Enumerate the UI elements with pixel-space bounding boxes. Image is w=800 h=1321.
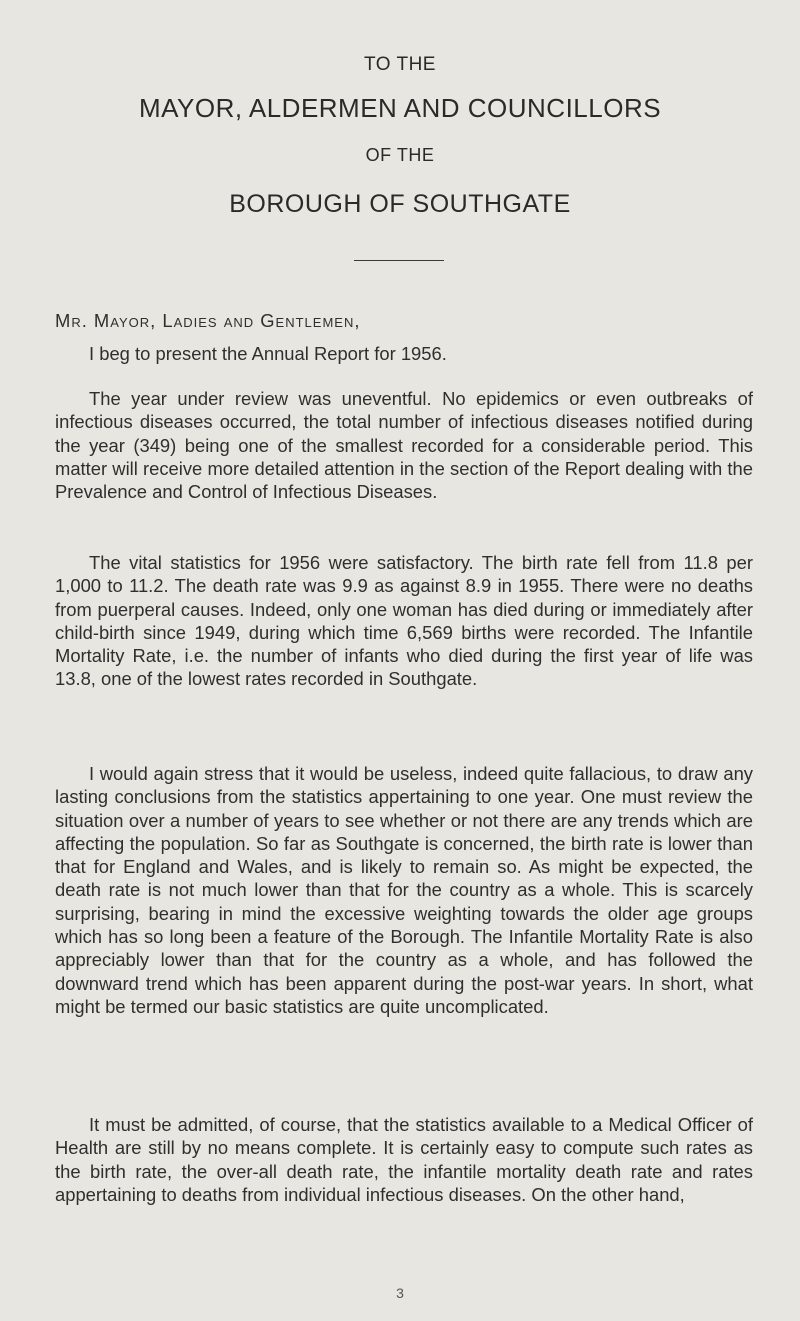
to-the-heading: TO THE xyxy=(364,54,436,75)
paragraph-1: I beg to present the Annual Report for 1956. xyxy=(89,343,447,364)
paragraph-2: The year under review was uneventful. No epidemics or even outbreaks of infectious diseases occurred, the total number of infectious diseases notified during the year (349) being one of the smallest recorded for a considerable period. This matter will receive more detailed attention in the section of the Report dealing with the Prevalence and Control of Infectious Diseases. xyxy=(55,388,753,503)
paragraph-3: The vital statistics for 1956 were satisfactory. The birth rate fell from 11.8 per 1,000 to 11.2. The death rate was 9.9 as against 8.9 in 1955. There were no deaths from puerperal causes. Indeed, only one woman has died during or immediately after child-birth since 1949, during which time 6,569 births were recorded. The Infantile Mortality Rate, i.e. the number of infants who died during the first year of life was 13.8, one of the lowest rates recorded in Southgate. xyxy=(55,552,753,690)
paragraph-4: I would again stress that it would be useless, indeed quite fallacious, to draw any lasting conclusions from the statistics appertaining to one year. One must review the situation over a number of years to see whether or not there are any trends which are affecting the population. So far as Southgate is concerned, the birth rate is lower than that for England and Wales, and is likely to remain so. As might be expected, the death rate is not much lower than that for the country as a whole. This is scarcely surprising, bearing in mind the excessive weighting towards the older age groups which has so long been a feature of the Borough. The Infantile Mortality Rate is also appreciably lower than that for the country as a whole, and has followed the downward trend which has been apparent during the post-war years. In short, what might be termed our basic statistics are quite uncomplicated. xyxy=(55,763,753,1017)
addressee-heading: MAYOR, ALDERMEN AND COUNCILLORS xyxy=(138,93,662,123)
page-number: 3 xyxy=(396,1285,404,1301)
salutation: Mr. Mayor, Ladies and Gentlemen, xyxy=(55,310,361,331)
heading-divider xyxy=(354,260,444,261)
borough-heading: BOROUGH OF SOUTHGATE xyxy=(229,190,571,218)
paragraph-5: It must be admitted, of course, that the statistics available to a Medical Officer of Health are still by no means complete. It is certainly easy to compute such rates as the birth rate, the over-all death rate, the infantile mortality death rate and rates appertaining to deaths from individual infectious diseases. On the other hand, xyxy=(55,1114,753,1205)
of-the-heading: OF THE xyxy=(365,145,435,165)
